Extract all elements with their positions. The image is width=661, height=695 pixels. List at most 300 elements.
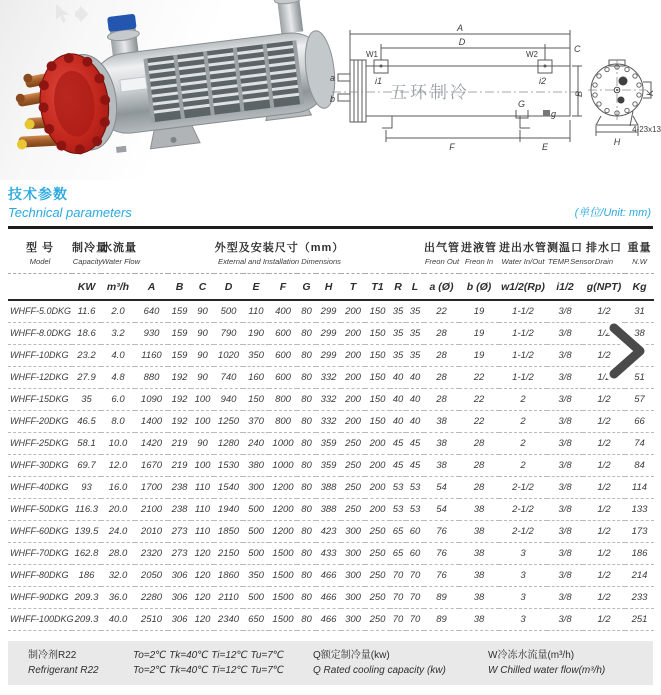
value-cell: 200 bbox=[341, 344, 365, 366]
value-cell: 273 bbox=[168, 520, 191, 542]
value-cell: 40 bbox=[406, 366, 424, 388]
value-cell: 209.3 bbox=[72, 608, 101, 630]
table-row bbox=[8, 388, 654, 410]
value-cell: 1000 bbox=[269, 454, 297, 476]
value-cell: 250 bbox=[365, 586, 390, 608]
model-cell: WHFF-10DKG bbox=[8, 344, 72, 366]
value-cell: 35 bbox=[72, 388, 101, 410]
value-cell: 2-1/2 bbox=[499, 498, 547, 520]
value-cell: 159 bbox=[168, 300, 191, 322]
value-cell: 388 bbox=[316, 498, 341, 520]
bolt-holes-label: 4-23x13 bbox=[632, 125, 661, 134]
value-cell: 38 bbox=[459, 564, 499, 586]
value-cell: 74 bbox=[625, 432, 654, 454]
value-cell: 23.2 bbox=[72, 344, 101, 366]
value-cell: 150 bbox=[365, 300, 390, 322]
value-cell: 1020 bbox=[214, 344, 243, 366]
value-cell: 3/8 bbox=[547, 300, 583, 322]
unit-note: (单位/Unit: mm) bbox=[574, 207, 651, 219]
value-cell: 200 bbox=[365, 498, 390, 520]
value-cell: 370 bbox=[243, 410, 269, 432]
value-cell: 192 bbox=[168, 410, 191, 432]
value-cell: 500 bbox=[214, 300, 243, 322]
value-cell: 133 bbox=[625, 498, 654, 520]
value-cell: 80 bbox=[297, 300, 316, 322]
value-cell: 3/8 bbox=[547, 454, 583, 476]
value-cell: 45 bbox=[406, 454, 424, 476]
value-cell: 60 bbox=[406, 542, 424, 564]
value-cell: 1/2 bbox=[583, 454, 625, 476]
value-cell: 70 bbox=[390, 564, 406, 586]
col-group-water-inout: 进出水管 Water In/Out bbox=[499, 231, 547, 274]
value-cell: 28 bbox=[459, 432, 499, 454]
value-cell: 150 bbox=[365, 410, 390, 432]
value-cell: 80 bbox=[297, 564, 316, 586]
value-cell: 251 bbox=[625, 608, 654, 630]
value-cell: 38 bbox=[459, 586, 499, 608]
value-cell: 120 bbox=[191, 542, 214, 564]
value-cell: 200 bbox=[341, 388, 365, 410]
value-cell: 1530 bbox=[214, 454, 243, 476]
unit-header-cell: H bbox=[316, 274, 341, 301]
table-row bbox=[8, 476, 654, 498]
value-cell: 1850 bbox=[214, 520, 243, 542]
value-cell: 1-1/2 bbox=[499, 322, 547, 344]
value-cell: 89 bbox=[424, 608, 459, 630]
value-cell: 1280 bbox=[214, 432, 243, 454]
value-cell: 40 bbox=[406, 410, 424, 432]
value-cell: 35 bbox=[406, 344, 424, 366]
unit-header-cell: R bbox=[390, 274, 406, 301]
value-cell: 3/8 bbox=[547, 344, 583, 366]
model-cell: WHFF-60DKG bbox=[8, 520, 72, 542]
value-cell: 80 bbox=[297, 498, 316, 520]
value-cell: 350 bbox=[243, 564, 269, 586]
value-cell: 3.2 bbox=[101, 322, 135, 344]
value-cell: 250 bbox=[365, 608, 390, 630]
table-row bbox=[8, 542, 654, 564]
value-cell: 10.0 bbox=[101, 432, 135, 454]
value-cell: 84 bbox=[625, 454, 654, 476]
value-cell: 100 bbox=[191, 454, 214, 476]
value-cell: 600 bbox=[269, 344, 297, 366]
value-cell: 90 bbox=[191, 322, 214, 344]
page-title-en: Technical parameters bbox=[8, 205, 132, 220]
unit-header-cell: A bbox=[135, 274, 168, 301]
value-cell: 1/2 bbox=[583, 520, 625, 542]
q-definition-en: Q Rated cooling capacity (kw) bbox=[313, 664, 446, 676]
value-cell: 38 bbox=[459, 498, 499, 520]
value-cell: 332 bbox=[316, 388, 341, 410]
value-cell: 1540 bbox=[214, 476, 243, 498]
table-row bbox=[8, 366, 654, 388]
value-cell: 300 bbox=[341, 586, 365, 608]
value-cell: 32.0 bbox=[101, 564, 135, 586]
value-cell: 1/2 bbox=[583, 542, 625, 564]
value-cell: 40 bbox=[390, 410, 406, 432]
value-cell: 500 bbox=[243, 586, 269, 608]
col-group-capacity: 制冷量 Capacity bbox=[72, 231, 101, 274]
value-cell: 28 bbox=[424, 344, 459, 366]
refrigerant-en: Refrigerant R22 bbox=[28, 664, 99, 676]
col-group-dimensions: 外型及安装尺寸（mm） External and Installation Dimensions bbox=[135, 231, 424, 274]
value-cell: 150 bbox=[365, 388, 390, 410]
value-cell: 3/8 bbox=[547, 476, 583, 498]
value-cell: 76 bbox=[424, 564, 459, 586]
product-photo bbox=[0, 0, 336, 180]
w-definition-en: W Chilled water flow(m³/h) bbox=[488, 664, 606, 676]
value-cell: 150 bbox=[365, 344, 390, 366]
value-cell: 186 bbox=[625, 542, 654, 564]
value-cell: 306 bbox=[168, 564, 191, 586]
col-group-drain: 排水口 Drain bbox=[583, 231, 625, 274]
value-cell: 1160 bbox=[135, 344, 168, 366]
value-cell: 3/8 bbox=[547, 498, 583, 520]
value-cell: 11.6 bbox=[72, 300, 101, 322]
value-cell: 3 bbox=[499, 542, 547, 564]
value-cell: 76 bbox=[424, 542, 459, 564]
value-cell: 500 bbox=[243, 520, 269, 542]
model-cell: WHFF-100DKG bbox=[8, 608, 72, 630]
value-cell: 45 bbox=[406, 432, 424, 454]
conditions-zh: To=2℃ Tk=40℃ Ti=12℃ Tu=7℃ bbox=[133, 649, 285, 661]
model-cell: WHFF-15DKG bbox=[8, 388, 72, 410]
unit-header-cell: F bbox=[269, 274, 297, 301]
value-cell: 240 bbox=[243, 432, 269, 454]
value-cell: 214 bbox=[625, 564, 654, 586]
value-cell: 3/8 bbox=[547, 410, 583, 432]
value-cell: 2.0 bbox=[101, 300, 135, 322]
value-cell: 1/2 bbox=[583, 366, 625, 388]
dim-label-K: K bbox=[645, 89, 655, 97]
value-cell: 299 bbox=[316, 322, 341, 344]
value-cell: 90 bbox=[191, 344, 214, 366]
value-cell: 800 bbox=[269, 410, 297, 432]
unit-header-cell: B bbox=[168, 274, 191, 301]
value-cell: 192 bbox=[168, 388, 191, 410]
value-cell: 2 bbox=[499, 454, 547, 476]
value-cell: 1-1/2 bbox=[499, 366, 547, 388]
dim-label-F: F bbox=[449, 142, 455, 152]
unit-header-cell: C bbox=[191, 274, 214, 301]
divider-rule bbox=[8, 226, 653, 229]
value-cell: 28.0 bbox=[101, 542, 135, 564]
col-group-weight: 重量 N.W bbox=[625, 231, 654, 274]
value-cell: 1/2 bbox=[583, 476, 625, 498]
label-sticker bbox=[120, 77, 147, 92]
conditions-line-en bbox=[28, 663, 653, 678]
value-cell: 790 bbox=[214, 322, 243, 344]
value-cell: 2-1/2 bbox=[499, 476, 547, 498]
col-group-waterflow: 水流量 Water Flow bbox=[101, 231, 135, 274]
value-cell: 28 bbox=[459, 476, 499, 498]
value-cell: 1090 bbox=[135, 388, 168, 410]
conditions-en: To=2℃ Tk=40℃ Ti=12℃ Tu=7℃ bbox=[133, 664, 285, 676]
value-cell: 28 bbox=[424, 366, 459, 388]
model-cell: WHFF-30DKG bbox=[8, 454, 72, 476]
col-group-temp-sensor: 测温口 TEMP.Sensor bbox=[547, 231, 583, 274]
next-arrow-icon[interactable] bbox=[604, 320, 648, 382]
value-cell: 70 bbox=[390, 586, 406, 608]
value-cell: 400 bbox=[269, 300, 297, 322]
value-cell: 28 bbox=[424, 388, 459, 410]
unit-header-cell: KW bbox=[72, 274, 101, 301]
value-cell: 1200 bbox=[269, 476, 297, 498]
section-header bbox=[0, 180, 661, 226]
dim-label-E: E bbox=[541, 142, 549, 152]
value-cell: 3/8 bbox=[547, 586, 583, 608]
w-definition-zh: W冷冻水流量(m³/h) bbox=[488, 649, 575, 661]
table-row bbox=[8, 608, 654, 630]
value-cell: 600 bbox=[269, 366, 297, 388]
model-cell: WHFF-12DKG bbox=[8, 366, 72, 388]
value-cell: 70 bbox=[390, 608, 406, 630]
table-row bbox=[8, 498, 654, 520]
value-cell: 19 bbox=[459, 322, 499, 344]
refrigerant-zh: 制冷剂R22 bbox=[28, 649, 77, 661]
value-cell: 2-1/2 bbox=[499, 520, 547, 542]
value-cell: 200 bbox=[341, 410, 365, 432]
value-cell: 1/2 bbox=[583, 498, 625, 520]
model-cell: WHFF-20DKG bbox=[8, 410, 72, 432]
value-cell: 80 bbox=[297, 542, 316, 564]
value-cell: 466 bbox=[316, 564, 341, 586]
value-cell: 38 bbox=[459, 542, 499, 564]
table-row bbox=[8, 344, 654, 366]
value-cell: 80 bbox=[297, 432, 316, 454]
page-title-zh: 技术参数 bbox=[8, 186, 68, 202]
value-cell: 3/8 bbox=[547, 542, 583, 564]
value-cell: 8.0 bbox=[101, 410, 135, 432]
value-cell: 150 bbox=[365, 366, 390, 388]
value-cell: 250 bbox=[341, 454, 365, 476]
model-cell: WHFF-25DKG bbox=[8, 432, 72, 454]
value-cell: 500 bbox=[243, 542, 269, 564]
value-cell: 380 bbox=[243, 454, 269, 476]
model-cell: WHFF-70DKG bbox=[8, 542, 72, 564]
value-cell: 22 bbox=[424, 300, 459, 322]
value-cell: 80 bbox=[297, 586, 316, 608]
value-cell: 650 bbox=[243, 608, 269, 630]
value-cell: 4.8 bbox=[101, 366, 135, 388]
value-cell: 1200 bbox=[269, 498, 297, 520]
value-cell: 40 bbox=[390, 388, 406, 410]
value-cell: 38 bbox=[459, 608, 499, 630]
value-cell: 233 bbox=[625, 586, 654, 608]
value-cell: 250 bbox=[341, 476, 365, 498]
table-row bbox=[8, 410, 654, 432]
value-cell: 423 bbox=[316, 520, 341, 542]
value-cell: 60 bbox=[406, 520, 424, 542]
value-cell: 1670 bbox=[135, 454, 168, 476]
value-cell: 1200 bbox=[269, 520, 297, 542]
value-cell: 350 bbox=[243, 344, 269, 366]
value-cell: 466 bbox=[316, 586, 341, 608]
value-cell: 35 bbox=[406, 300, 424, 322]
value-cell: 90 bbox=[191, 432, 214, 454]
model-cell: WHFF-90DKG bbox=[8, 586, 72, 608]
value-cell: 28 bbox=[459, 454, 499, 476]
value-cell: 3/8 bbox=[547, 322, 583, 344]
model-cell: WHFF-8.0DKG bbox=[8, 322, 72, 344]
value-cell: 299 bbox=[316, 344, 341, 366]
value-cell: 3 bbox=[499, 608, 547, 630]
value-cell: 1500 bbox=[269, 564, 297, 586]
value-cell: 3/8 bbox=[547, 608, 583, 630]
value-cell: 22 bbox=[459, 388, 499, 410]
table-row bbox=[8, 300, 654, 322]
unit-header-cell: a (Ø) bbox=[424, 274, 459, 301]
value-cell: 200 bbox=[341, 366, 365, 388]
unit-header-cell: g(NPT) bbox=[583, 274, 625, 301]
value-cell: 433 bbox=[316, 542, 341, 564]
value-cell: 250 bbox=[365, 564, 390, 586]
value-cell: 150 bbox=[243, 388, 269, 410]
value-cell: 120 bbox=[191, 608, 214, 630]
value-cell: 159 bbox=[168, 322, 191, 344]
value-cell: 54 bbox=[424, 476, 459, 498]
value-cell: 1/2 bbox=[583, 300, 625, 322]
value-cell: 51 bbox=[625, 366, 654, 388]
value-cell: 250 bbox=[365, 520, 390, 542]
model-cell: WHFF-80DKG bbox=[8, 564, 72, 586]
value-cell: 38 bbox=[625, 322, 654, 344]
value-cell: 1/2 bbox=[583, 388, 625, 410]
value-cell: 18.6 bbox=[72, 322, 101, 344]
dim-label-i2: i2 bbox=[539, 76, 547, 86]
value-cell: 2510 bbox=[135, 608, 168, 630]
value-cell: 65 bbox=[390, 520, 406, 542]
value-cell: 359 bbox=[316, 432, 341, 454]
value-cell: 80 bbox=[297, 322, 316, 344]
value-cell: 1/2 bbox=[583, 564, 625, 586]
value-cell: 332 bbox=[316, 366, 341, 388]
value-cell: 1940 bbox=[214, 498, 243, 520]
dim-label-b: b bbox=[330, 94, 336, 104]
value-cell: 300 bbox=[341, 608, 365, 630]
dim-label-W1: W1 bbox=[366, 50, 378, 59]
dim-label-W2: W2 bbox=[526, 50, 538, 59]
value-cell: 1400 bbox=[135, 410, 168, 432]
value-cell: 250 bbox=[341, 498, 365, 520]
value-cell: 1/2 bbox=[583, 410, 625, 432]
value-cell: 93 bbox=[72, 476, 101, 498]
value-cell: 1-1/2 bbox=[499, 300, 547, 322]
value-cell: 120 bbox=[191, 586, 214, 608]
value-cell: 3/8 bbox=[547, 520, 583, 542]
value-cell: 300 bbox=[341, 564, 365, 586]
value-cell: 300 bbox=[243, 476, 269, 498]
value-cell: 238 bbox=[168, 498, 191, 520]
value-cell: 200 bbox=[365, 476, 390, 498]
value-cell: 38 bbox=[424, 410, 459, 432]
value-cell: 35 bbox=[390, 344, 406, 366]
value-cell: 1/2 bbox=[583, 322, 625, 344]
value-cell: 1500 bbox=[269, 586, 297, 608]
heat-exchanger-photo bbox=[0, 0, 336, 180]
value-cell: 2050 bbox=[135, 564, 168, 586]
model-cell: WHFF-5.0DKG bbox=[8, 300, 72, 322]
value-cell: 19 bbox=[459, 344, 499, 366]
unit-header-cell: G bbox=[297, 274, 316, 301]
value-cell: 57 bbox=[625, 388, 654, 410]
dim-label-a: a bbox=[330, 73, 336, 83]
value-cell: 38 bbox=[424, 454, 459, 476]
unit-header-cell: L bbox=[406, 274, 424, 301]
value-cell: 2280 bbox=[135, 586, 168, 608]
value-cell: 332 bbox=[316, 410, 341, 432]
value-cell: 1000 bbox=[269, 432, 297, 454]
value-cell: 53 bbox=[406, 476, 424, 498]
value-cell: 38 bbox=[459, 520, 499, 542]
value-cell: 1/2 bbox=[583, 586, 625, 608]
dim-label-C: C bbox=[574, 44, 581, 54]
value-cell: 192 bbox=[168, 366, 191, 388]
value-cell: 35 bbox=[406, 322, 424, 344]
value-cell: 90 bbox=[191, 366, 214, 388]
value-cell: 299 bbox=[316, 300, 341, 322]
value-cell: 388 bbox=[316, 476, 341, 498]
unit-header-cell: Kg bbox=[625, 274, 654, 301]
value-cell: 31 bbox=[625, 300, 654, 322]
value-cell: 200 bbox=[365, 432, 390, 454]
value-cell: 100 bbox=[191, 410, 214, 432]
value-cell: 80 bbox=[297, 520, 316, 542]
value-cell: 80 bbox=[297, 366, 316, 388]
value-cell: 28 bbox=[424, 322, 459, 344]
value-cell: 53 bbox=[406, 498, 424, 520]
value-cell: 40 bbox=[406, 388, 424, 410]
dim-label-A: A bbox=[456, 23, 464, 33]
value-cell: 38 bbox=[424, 432, 459, 454]
dimension-drawing bbox=[330, 22, 661, 162]
value-cell: 2010 bbox=[135, 520, 168, 542]
value-cell: 35 bbox=[390, 300, 406, 322]
value-cell: 3/8 bbox=[547, 564, 583, 586]
value-cell: 306 bbox=[168, 608, 191, 630]
value-cell: 65 bbox=[390, 542, 406, 564]
brand-watermark: 五环制冷 bbox=[390, 83, 470, 102]
value-cell: 150 bbox=[365, 322, 390, 344]
value-cell: 80 bbox=[297, 410, 316, 432]
unit-header-cell: T1 bbox=[365, 274, 390, 301]
value-cell: 80 bbox=[297, 476, 316, 498]
unit-header-cell: i1/2 bbox=[547, 274, 583, 301]
value-cell: 1250 bbox=[214, 410, 243, 432]
table-row bbox=[8, 564, 654, 586]
value-cell: 209.3 bbox=[72, 586, 101, 608]
value-cell: 359 bbox=[316, 454, 341, 476]
value-cell: 3/8 bbox=[547, 432, 583, 454]
value-cell: 600 bbox=[269, 322, 297, 344]
value-cell: 22 bbox=[459, 410, 499, 432]
value-cell: 740 bbox=[214, 366, 243, 388]
value-cell: 219 bbox=[168, 432, 191, 454]
value-cell: 2100 bbox=[135, 498, 168, 520]
dim-label-g: g bbox=[551, 109, 557, 119]
value-cell: 219 bbox=[168, 454, 191, 476]
value-cell: 70 bbox=[406, 564, 424, 586]
value-cell: 3/8 bbox=[547, 388, 583, 410]
value-cell: 1-1/2 bbox=[499, 344, 547, 366]
model-cell: WHFF-50DKG bbox=[8, 498, 72, 520]
top-visuals bbox=[0, 0, 661, 180]
value-cell: 1/2 bbox=[583, 608, 625, 630]
value-cell: 1/2 bbox=[583, 432, 625, 454]
value-cell: 54 bbox=[424, 498, 459, 520]
value-cell: 940 bbox=[214, 388, 243, 410]
value-cell: 300 bbox=[341, 520, 365, 542]
